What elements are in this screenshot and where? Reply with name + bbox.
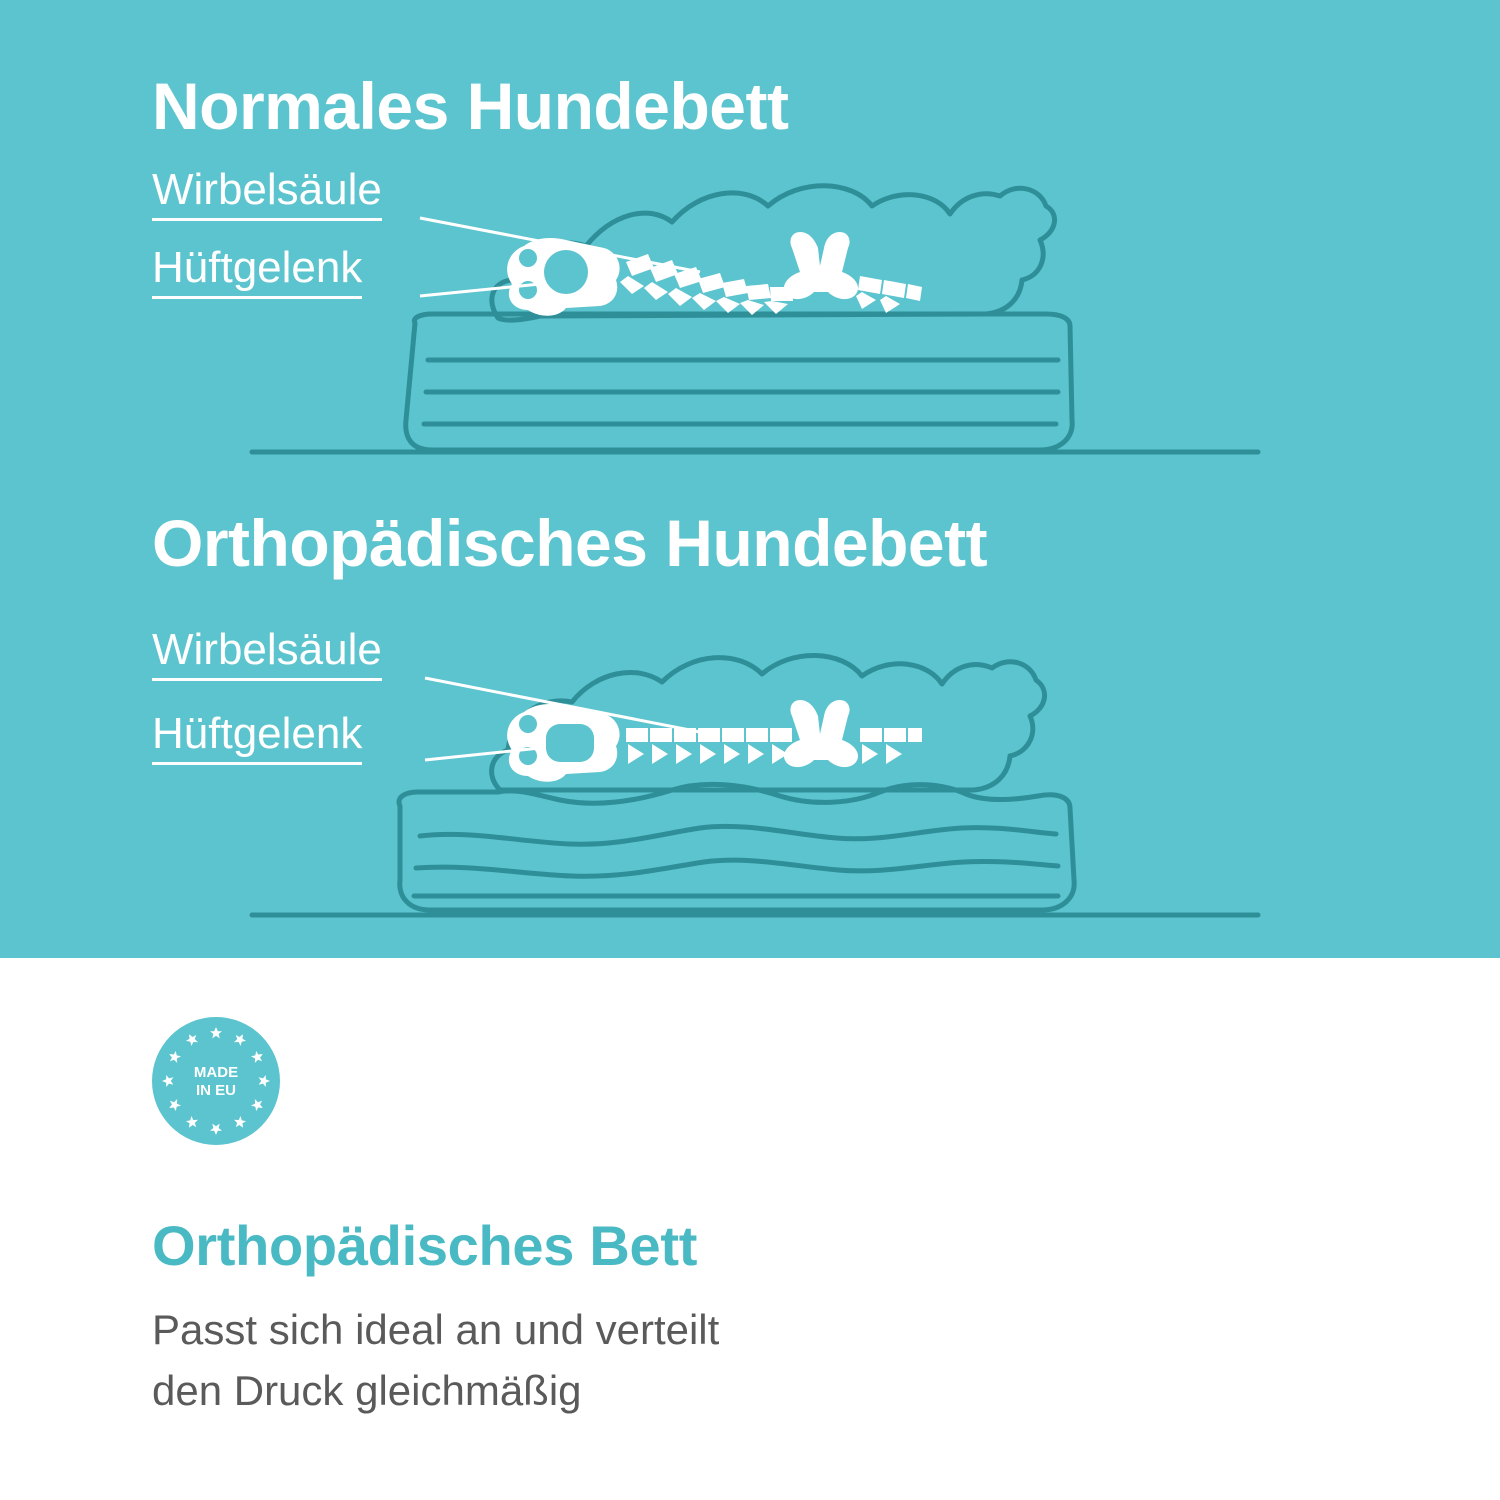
bottom-description-line-1: Passt sich ideal an und verteilt xyxy=(152,1306,720,1353)
badge-line1: MADE xyxy=(193,1064,239,1081)
badge-line2: IN EU xyxy=(195,1082,237,1099)
made-in-eu-badge xyxy=(152,1017,280,1145)
ortho-hip-label: Hüftgelenk xyxy=(152,712,362,765)
normal-bed-title: Normales Hundebett xyxy=(152,69,789,143)
bottom-description xyxy=(152,1300,1052,1422)
ortho-bed-title: Orthopädisches Hundebett xyxy=(152,506,988,580)
ortho-spine-label: Wirbelsäule xyxy=(152,628,382,681)
normal-spine-label: Wirbelsäule xyxy=(152,168,382,221)
bottom-heading: Orthopädisches Bett xyxy=(152,1214,698,1277)
bottom-description-line-2: den Druck gleichmäßig xyxy=(152,1366,582,1414)
normal-hip-label: Hüftgelenk xyxy=(152,246,362,299)
